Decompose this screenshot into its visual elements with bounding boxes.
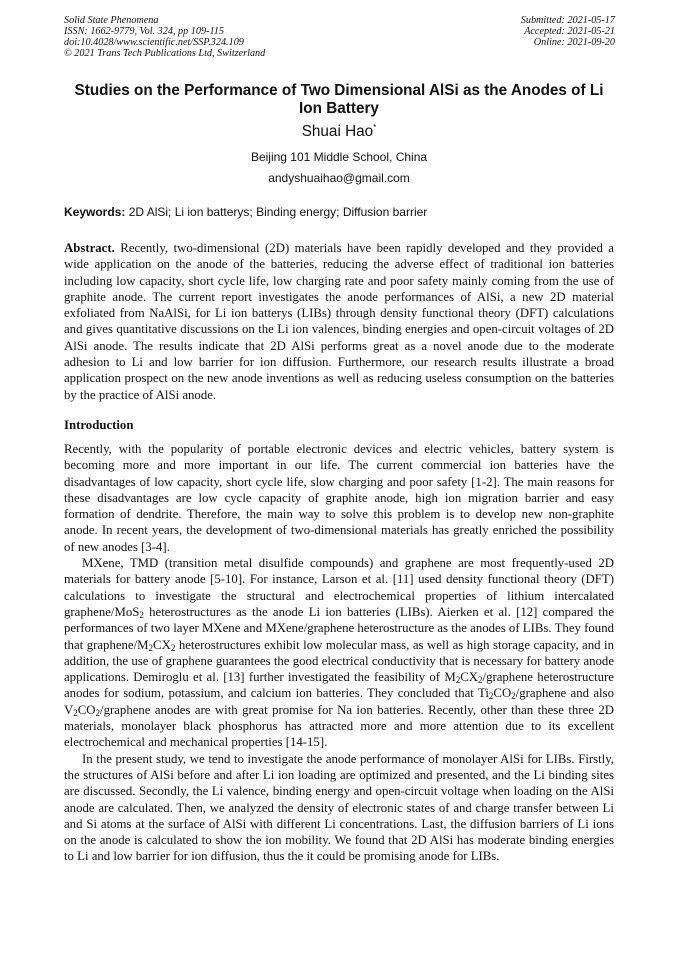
doi-line[interactable]: doi:10.4028/www.scientific.net/SSP.324.109 <box>64 37 244 48</box>
author-mark: * <box>373 123 377 132</box>
email[interactable]: andyshuaihao@gmail.com <box>268 171 410 185</box>
intro-paragraph-2: MXene, TMD (transition metal disulfide compounds) and graphene are most frequently-used 2D materials for battery anode [5-10]. For instance, Larson et al. [11] used density functional theory (DFT) calculations to investigate the structural and electrochemical properties of lithium intercalated graphene/MoS$_2$ heterostructures as the anode Li ion batteries (LIBs). Aierken et al. [12] compared the performances of two layer MXene and MXene/graphene heterostructure as the anodes of LIBs. They found that graphene/$M_2CX_2$ heterostructures exhibit low molecular mass, as well as high storage capacity, and in addition, the use of graphene guarantees the good electrical conductivity that is necessary for battery anode applications. Demiroglu et al. [13] further investigated the feasibility of $M_2CX_2$/graphene heterostructure anodes for sodium, potassium, and calcium ion batteries. They concluded that $Ti_2CO_2$/graphene and also $V_2CO_2$/graphene anodes are with great promise for Na ion batteries. Recently, other than these three 2D materials, monolayer black phosphorus has attracted more and more attention due to its excellent electrochemical and mechanical properties [14-15]. <box>64 556 614 750</box>
author <box>0 123 678 141</box>
keywords-text: 2D AlSi; Li ion batterys; Binding energy; Diffusion barrier <box>125 205 428 219</box>
abstract-label: Abstract. <box>64 241 115 255</box>
keywords <box>64 205 427 219</box>
affiliation: Beijing 101 Middle School, China <box>250 150 428 164</box>
journal-info <box>64 15 265 59</box>
section-heading-introduction: Introduction <box>64 418 134 432</box>
author-name: Shuai Hao <box>301 123 374 141</box>
abstract <box>64 240 614 403</box>
submitted-date: Submitted: 2021-05-17 <box>520 15 615 26</box>
abstract-text: Recently, two-dimensional (2D) materials have been rapidly developed and they provided a wide application on the anode of the batteries, reducing the adverse effect of traditional ion batteries including low capacity, short cycle life, low charging rate and poor safety mainly coming from the use of graphite anode. The current report investigates the anode performances of AlSi, a new 2D material exfoliated from NaAlSi, for Li ion batterys (LIBs) through density functional theory (DFT) calculations and gives quantitative discussions on the Li ion valences, binding energies and open-circuit voltages of 2D AlSi anode. The results indicate that 2D AlSi performs great as a novel anode due to the moderate adhesion to Li and low barrier for ion diffusion. Furthermore, our research results illustrate a broad application prospect on the new anode inventions as well as reducing useless consumption on the batteries by the practice of AlSi anode. <box>64 241 614 402</box>
intro-paragraph-3: In the present study, we tend to investigate the anode performance of monolayer AlSi for LIBs. Firstly, the structures of AlSi before and after Li ion loading are optimized and presented, and the Li binding sites are discussed. Secondly, the Li valence, binding energy and open-circuit voltage when loading on the AlSi anode are calculated. Then, we analyzed the density of electronic states of and charge transfer between Li and Si atoms at the surface of AlSi with different Li concentrations. Last, the diffusion barriers of Li ions on the anode is calculated to show the ion mobility. We found that 2D AlSi has moderate binding energies to Li and low barrier for ion diffusion, thus the it could be promising anode for LIBs. <box>64 751 614 864</box>
dates-info <box>521 15 615 48</box>
journal-name: Solid State Phenomena <box>64 15 159 26</box>
paper-title: Studies on the Performance of Two Dimensional AlSi as the Anodes of Li Ion Battery <box>74 82 604 117</box>
introduction-body <box>64 441 614 865</box>
accepted-date: Accepted: 2021-05-21 <box>524 26 615 37</box>
online-date: Online: 2021-09-20 <box>533 37 615 48</box>
intro-paragraph-1: Recently, with the popularity of portable electronic devices and electric vehicles, battery system is becoming more and more important in our life. The current commercial ion batteries have the disadvantages of low capacity, short cycle life, slow charging and poor safety [1-2]. The main reasons for these disadvantages are low cycle capacity of graphite anode, high ion migration barrier and easy formation of dendrite. Therefore, the main way to solve this problem is to develop new non-graphite anode. In recent years, the development of two-dimensional materials has greatly enriched the possibility of new anodes [3-4]. <box>64 442 614 554</box>
copyright-line: © 2021 Trans Tech Publications Ltd, Switzerland <box>64 48 266 59</box>
keywords-label: Keywords: <box>64 205 126 219</box>
issn-line: ISSN: 1662-9779, Vol. 324, pp 109-115 <box>64 26 224 37</box>
